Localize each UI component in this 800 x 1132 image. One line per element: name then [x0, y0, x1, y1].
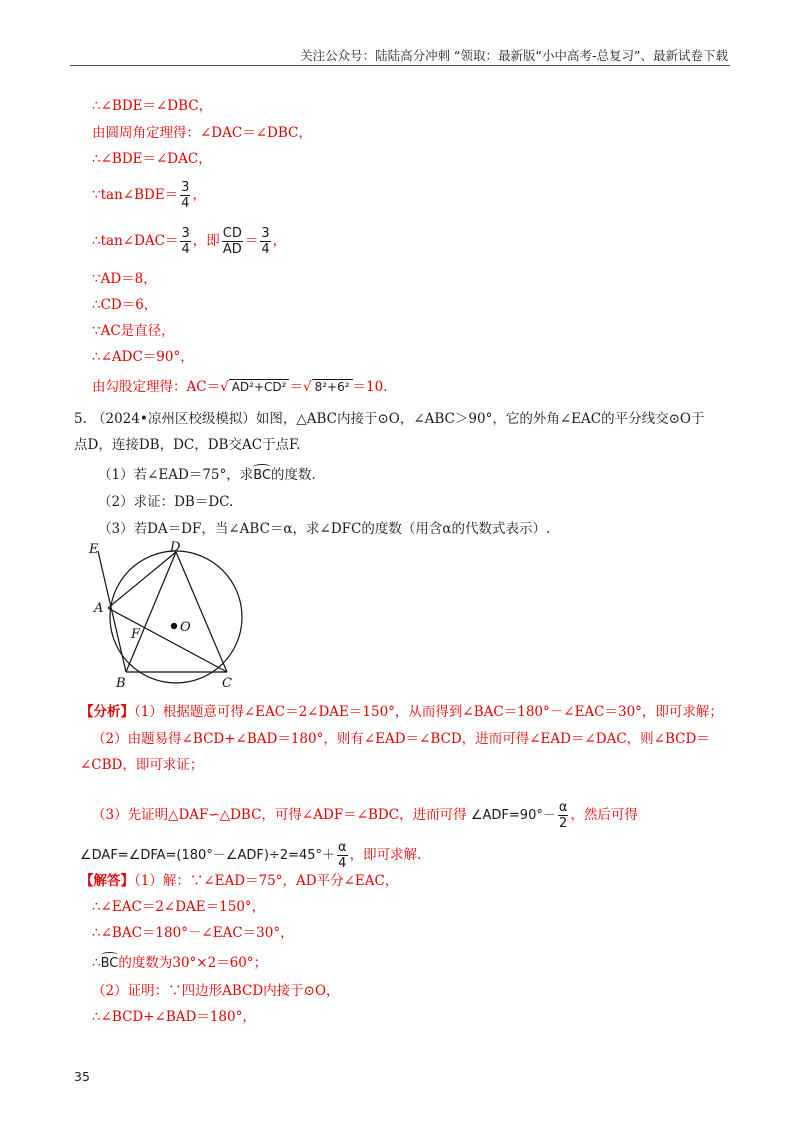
formula: ∠DAF=∠DFA=(180°－∠ADF)÷2=45°＋ [80, 848, 336, 863]
solution-line: 由勾股定理得：AC＝√ AD²+CD² ＝√ 8²+6² ＝10. [92, 379, 388, 395]
solution-line [92, 954, 267, 973]
text: 的度数为30°×2＝60°； [118, 955, 268, 971]
numerator: α [558, 800, 568, 815]
fraction [222, 226, 243, 257]
fraction [260, 226, 270, 257]
solution-line: ∵AD＝8， [92, 271, 157, 287]
segment-db [126, 552, 176, 672]
analysis-line [80, 703, 723, 721]
text: ，即 [192, 233, 220, 249]
question-part: （2）求证：DB＝DC. [98, 494, 234, 510]
question-number: 5. [74, 411, 87, 427]
solution-line [92, 226, 286, 257]
label-d: D [170, 540, 181, 555]
numerator: 3 [181, 226, 190, 241]
text: ，即可求解. [349, 847, 422, 863]
denominator: 4 [181, 196, 190, 211]
numerator: 3 [181, 180, 190, 195]
analysis-tag: 【分析】 [80, 704, 134, 720]
solution-line [80, 872, 398, 890]
denominator: 4 [338, 856, 347, 871]
segment-ac [108, 608, 227, 672]
solution-line: 由圆周角定理得：∠DAC＝∠DBC， [92, 125, 312, 141]
solution-line: （2）证明：∵四边形ABCD内接于⊙O， [92, 983, 340, 999]
text: ＝ [244, 233, 259, 249]
text: （1）若∠EAD＝75°，求 [98, 467, 254, 483]
label-o: O [180, 620, 191, 635]
label-b: B [116, 676, 126, 690]
text: ∴ [92, 955, 101, 971]
denominator: 2 [559, 816, 568, 831]
text: ， [272, 233, 287, 249]
question-line: （2024•凉州区校级模拟）如图，△ABC内接于⊙O，∠ABC＞90°，它的外角∠EAC的平分线交⊙O于 [92, 411, 705, 427]
text: ， [192, 187, 206, 203]
solution-line: ∴∠BDE＝∠DAC， [92, 151, 212, 167]
analysis-line [80, 840, 421, 871]
page-header: 关注公众号：陆陆高分冲刺 “领取：最新版“小中高考-总复习”、最新试卷下载 [300, 48, 728, 63]
sqrt-expr: 8²+6² [312, 379, 353, 394]
analysis-line: （2）由题易得∠BCD+∠BAD＝180°，则有∠EAD＝∠BCD，进而可得∠EAD＝∠DAC，则∠BCD＝ [92, 731, 710, 747]
arc-symbol: BC [100, 956, 119, 971]
denominator: 4 [261, 242, 270, 257]
text: 的度数. [271, 467, 316, 483]
arc-symbol: BC [253, 468, 272, 483]
label-e: E [89, 542, 99, 557]
text: ∴tan∠DAC＝ [92, 233, 179, 249]
numerator: CD [222, 226, 242, 241]
solution-line: ∴∠ADC＝90°， [92, 349, 194, 365]
label-c: C [222, 676, 232, 690]
denominator: 4 [181, 242, 190, 257]
numerator: α [338, 840, 347, 855]
denominator: AD [222, 242, 242, 257]
center-point [171, 623, 177, 629]
label-a: A [94, 601, 104, 616]
solution-line: ∴∠BAC＝180°－∠EAC＝30°， [92, 925, 294, 941]
question-part [98, 466, 316, 485]
analysis-line [92, 800, 638, 831]
fraction [180, 226, 190, 257]
solution-tag: 【解答】 [80, 873, 134, 889]
text: （1）根据题意可得∠EAC＝2∠DAE＝150°，从而得到∠BAC＝180°－∠EAC＝30°，即可求解； [134, 704, 723, 720]
text: ，然后可得 [570, 807, 638, 823]
text: 由勾股定理得：AC＝ [92, 379, 221, 395]
solution-line [92, 180, 206, 211]
fraction [180, 180, 190, 211]
label-f: F [131, 627, 141, 642]
solution-line: ∴∠EAC＝2∠DAE＝150°， [92, 899, 266, 915]
fraction [558, 800, 569, 831]
formula: ∠ADF=90°－ [470, 808, 556, 823]
geometry-figure [86, 540, 250, 690]
solution-line: ∴∠BDE＝∠DBC， [92, 98, 213, 114]
fraction [337, 840, 348, 871]
segment-dc [176, 552, 227, 672]
question-line: 点D，连接DB，DC，DB交AC于点F. [74, 437, 301, 453]
analysis-line: ∠CBD，即可求证； [80, 757, 204, 773]
numerator: 3 [261, 226, 270, 241]
text: ＝10. [352, 379, 388, 395]
text: ∵tan∠BDE＝ [92, 187, 179, 203]
text: （1）解：∵∠EAD＝75°，AD平分∠EAC， [134, 873, 399, 889]
page-number: 35 [74, 1069, 90, 1084]
header-divider [70, 65, 730, 66]
question-part: （3）若DA＝DF，当∠ABC＝α，求∠DFC的度数（用含α的代数式表示）. [98, 521, 551, 537]
sqrt-expr: AD²+CD² [229, 379, 290, 394]
text: （3）先证明△DAF∽△DBC，可得∠ADF＝∠BDC，进而可得 [92, 807, 467, 823]
solution-line: ∴CD＝6， [92, 297, 158, 313]
solution-line: ∴∠BCD+∠BAD＝180°， [92, 1009, 256, 1025]
text: ＝ [289, 379, 303, 395]
solution-line: ∵AC是直径， [92, 323, 175, 339]
